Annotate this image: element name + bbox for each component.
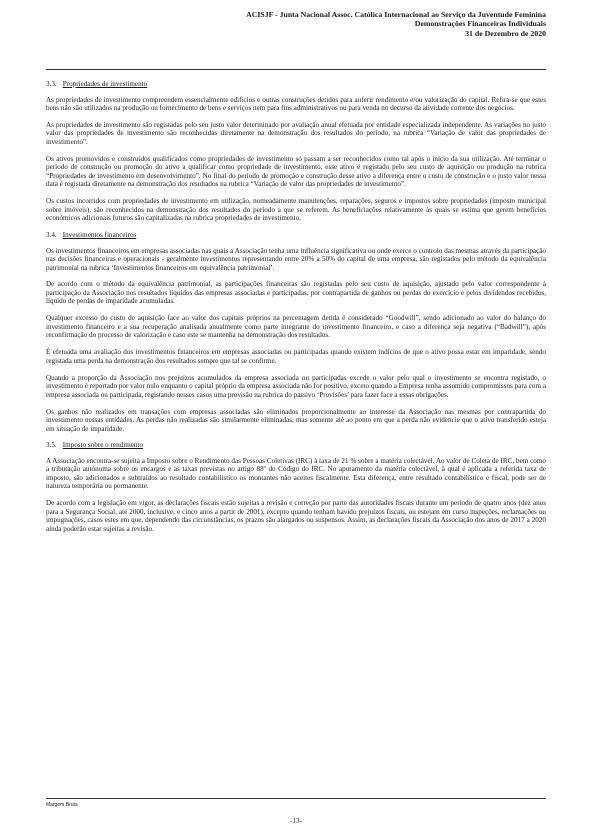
header-organization: ACISJF - Junta Nacional Assoc. Católica Internacional ao Serviço da Juventude Feminina bbox=[246, 10, 546, 19]
section-number: 3.4. bbox=[46, 231, 57, 240]
header-date: 31 de Dezembro de 2020 bbox=[465, 28, 546, 38]
paragraph: Os investimentos financeiros em empresas associadas nas quais a Associação tenha uma influência significativa ou onde exerce o controlo das mesmas através da participação nas decisões financeiras e operacionais - geralmente investimentos representando entre 20% a 50% do capital de uma empresa, são registados pelo método da equivalência patrimonial na rubrica ‘Investimentos financeiros em equivalência patrimonial’. bbox=[46, 246, 546, 272]
paragraph: Quando a proporção da Associação nos prejuízos acumulados da empresa associada ou participadas excede o valor pelo qual o investimento se encontra registado, o investimento é reportado por valor nulo enquanto o capital próprio da empresa associada não for positivo, exceto quando a Empresa tenha assumido compromissos para com a empresa associada ou participada, registando nesses casos uma provisão na rubrica do passivo ‘Provisões’ para fazer face a essas obrigações. bbox=[46, 373, 546, 399]
paragraph: É efetuada uma avaliação dos investimentos financeiros em empresas associadas ou participadas quando existem indícios de que o ativo possa estar em imparidade, sendo registada uma perda na demonstração dos resultados sempre que tal se confirme. bbox=[46, 348, 546, 365]
paragraph: Os ganhos não realizados em transações com empresas associadas são eliminados proporcionalmente ao interesse da Associação nas mesmas por contrapartida do investimento nessas entidades. As perdas não realizadas são similarmente eliminadas, mas somente até ao ponto em que a perda não evidencie que o ativo transferido esteja em situação de imparidade. bbox=[46, 407, 546, 433]
paragraph: De acordo com a legislação em vigor, as declarações fiscais estão sujeitas a revisão e correção por parte das autoridades fiscais durante um período de quatro anos (dez anos para a Segurança Social, até 2000, inclusive, e cinco anos a partir de 2001), excepto quando tenham havido prejuízos fiscais, ou estejam em curso inspeções, reclamações ou impugnações, casos estes em que, dependendo das circunstâncias, os prazos são alargados ou suspensos. Assim, as declarações fiscais da Associação dos anos de 2017 a 2020 ainda poderão estar sujeitas a revisão. bbox=[46, 499, 546, 533]
section-number: 3.3. bbox=[46, 80, 57, 88]
paragraph: De acordo com o método da equivalência patrimonial, as participações financeiras são registadas pelo seu custo de aquisição, ajustado pelo valor correspondente à participação da Associação nos resultados líquidos das empresas associadas e participadas, por contrapartida de ganhos ou perdas do exercício e pelos dividendos recebidos, líquido de perdas de imparidade acumuladas. bbox=[46, 280, 546, 306]
document-body bbox=[46, 80, 546, 542]
section-heading bbox=[46, 441, 546, 450]
section-title: Propriedades de investimento bbox=[62, 80, 148, 88]
footer-note: Margem Bruta bbox=[46, 802, 78, 808]
paragraph: As propriedades de investimento são registadas pelo seu justo valor determinado por avaliação anual efetuada por entidade especializada independente. As variações no justo valor das propriedades de investimento são reconhecidas diretamente na demonstração dos resultados do período, na rubrica “Variação de valor das propriedades de investimento”. bbox=[46, 120, 546, 146]
section-title: Imposto sobre o rendimento bbox=[62, 441, 144, 450]
footer-divider bbox=[46, 798, 546, 799]
header-document-title: Demonstrações Financeiras Individuais bbox=[414, 19, 546, 29]
section-title: Investimentos financeiros bbox=[62, 231, 137, 240]
header-divider bbox=[46, 69, 546, 70]
paragraph: As propriedades de investimento compreendem essencialmente edifícios e outras construções detidos para auferir rendimento e/ou valorização do capital. Refira-se que estes bens não são utilizados na produção ou fornecimento de bens e serviços nem para fins administrativos ou para venda no decurso da atividade corrente dos negócios. bbox=[46, 95, 546, 112]
section-imposto-rendimento bbox=[46, 441, 546, 533]
section-investimentos-financeiros bbox=[46, 231, 546, 433]
section-number: 3.5. bbox=[46, 441, 57, 450]
section-heading bbox=[46, 80, 546, 89]
paragraph: Os custos incorridos com propriedades de investimento em utilização, nomeadamente manutenções, reparações, seguros e impostos sobre propriedades (imposto municipal sobre imóveis), são reconhecidos na demonstração dos resultados do período a que se referem. As beneficiações relativamente às quais se estima que gerem benefícios económicos adicionais futuros são capitalizadas na rubrica propriedades de investimento. bbox=[46, 197, 546, 223]
paragraph: Qualquer excesso do custo de aquisição face ao valor dos capitais próprios na percentagem detida é considerado “Goodwill”, sendo adicionado ao valor do balanço do investimento financeiro e a sua recuperação analisada anualmente como parte integrante do investimento financeiro, e caso a diferença seja negativa (“Badwill”), após reconfirmação do processo de valorização e caso este se mantenha na demonstração dos resultados. bbox=[46, 314, 546, 340]
page-header bbox=[46, 10, 546, 38]
section-heading bbox=[46, 231, 546, 240]
paragraph: A Associação encontra-se sujeita a Imposto sobre o Rendimento das Pessoas Coletivas (IRC) à taxa de 21 % sobre a matéria colectável. Ao valor de Coleta de IRC, bem como a tributação autónoma sobre os encargos e as taxas previstas no artigo 88º do Código do IRC. No apuramento da matéria colectável, à qual é aplicada a referida taxa de imposto, são adicionados e subtraídos ao resultado contabilístico os montantes não aceites fiscalmente. Esta diferença, entre resultado contabilístico e fiscal, pode ser de natureza temporária ou permanente. bbox=[46, 456, 546, 491]
page-number: -13- bbox=[290, 817, 302, 825]
section-propriedades-investimento bbox=[46, 80, 546, 223]
paragraph: Os ativos promovidos e construídos qualificados como propriedades de investimento só passam a ser reconhecidos como tal após o início da sua utilização. Até terminar o período de construção ou promoção do ativo a qualificar como propriedade de investimento, esse ativo é registado pelo seu custo de aquisição ou produção na rubrica “Propriedades de investimento em desenvolvimento”. No final do período de promoção e construção desse ativo a diferença entre o custo de construção e o justo valor nessa data é registada diretamente na demonstração dos resultados na rubrica “Variação de valor das propriedades de investimento”. bbox=[46, 154, 546, 189]
